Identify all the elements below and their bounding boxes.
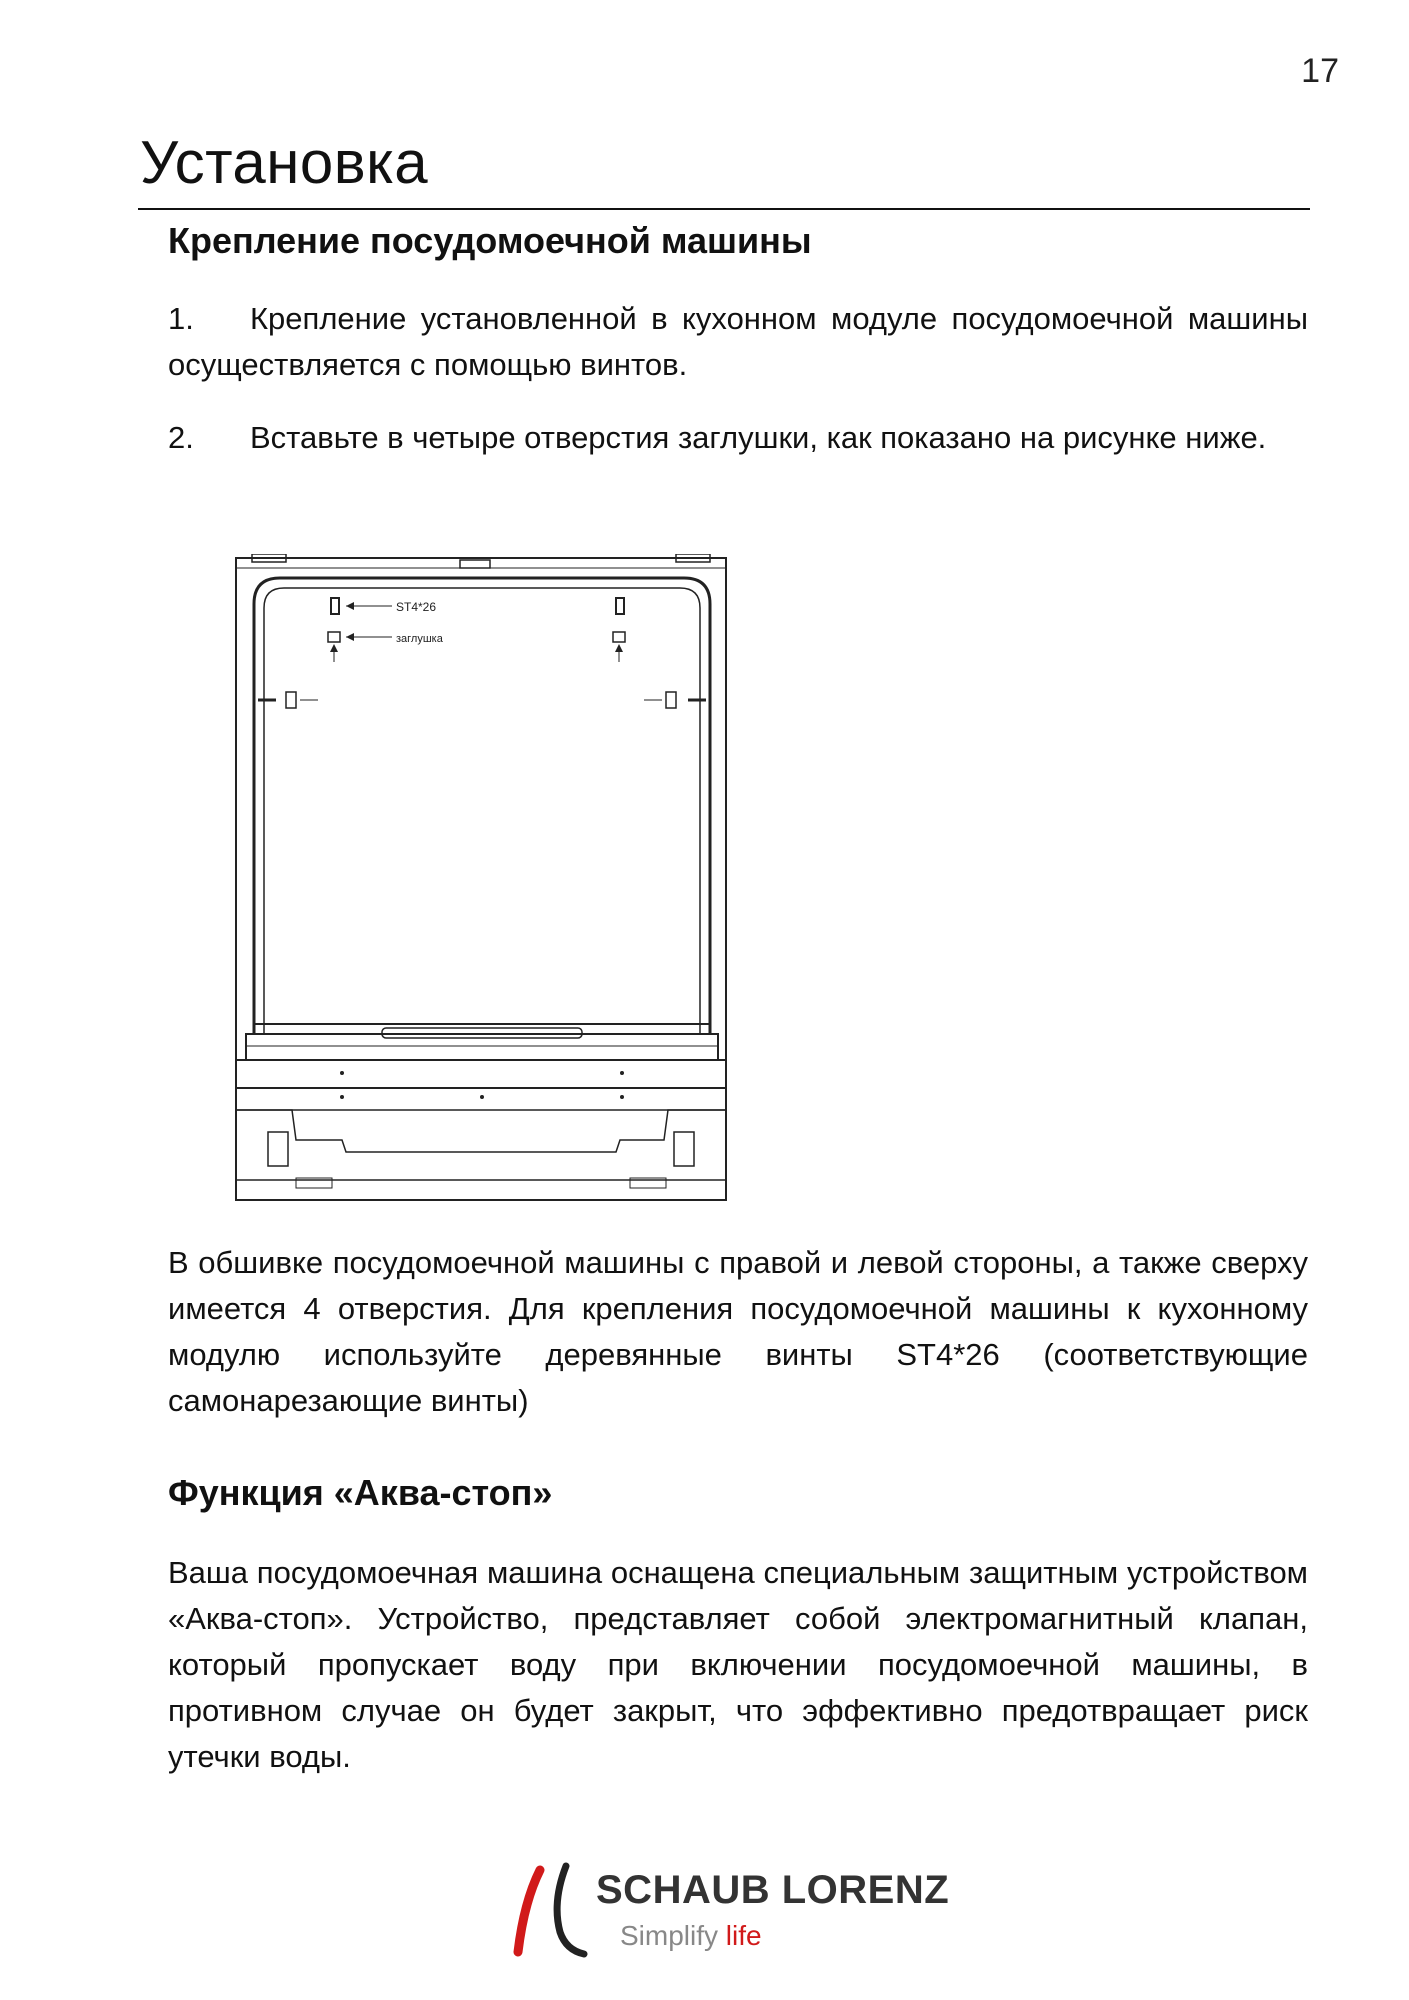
tagline-main: Simplify — [620, 1920, 726, 1951]
plug-label: заглушка — [396, 633, 443, 645]
step-2-text: Вставьте в четыре отверстия заглушки, как показано на рисунке ниже. — [250, 420, 1267, 455]
tagline-accent: life — [725, 1920, 762, 1951]
screw-label: ST4*26 — [396, 600, 437, 614]
title-divider — [138, 208, 1310, 210]
page-title: Установка — [140, 129, 429, 196]
section-heading-mounting: Крепление посудомоечной машины — [168, 220, 812, 261]
dishwasher-mounting-diagram — [232, 554, 732, 1208]
step-1-number: 1. — [168, 301, 194, 336]
brand-name: SCHAUB LORENZ — [596, 1868, 950, 1912]
step-1-text: Крепление установленной в кухонном модуле посудомоечной машины осуществляется с помощью винтов. — [168, 301, 1308, 382]
step-1 — [168, 296, 1308, 388]
brand-tagline — [620, 1920, 762, 1952]
logo-swoosh-icon — [504, 1862, 590, 1962]
page-number: 17 — [1301, 52, 1339, 90]
section-heading-aquastop: Функция «Аква-стоп» — [168, 1472, 553, 1513]
step-2-number: 2. — [168, 420, 194, 455]
mounting-note: В обшивке посудомоечной машины с правой и левой стороны, а также сверху имеется 4 отверстия. Для крепления посудомоечной машины к кухонному модулю используйте деревянные винты ST4*26 (соответствующие самонарезающие винты) — [168, 1245, 1308, 1418]
aquastop-description: Ваша посудомоечная машина оснащена специальным защитным устройством «Аква-стоп». Устройство, представляет собой электромагнитный клапан, который пропускает воду при включении посудомоечной машины, в противном случае он будет закрыт, что эффективно предотвращает риск утечки воды. — [168, 1555, 1308, 1774]
step-2 — [168, 415, 1308, 461]
brand-logo — [504, 1862, 950, 1972]
